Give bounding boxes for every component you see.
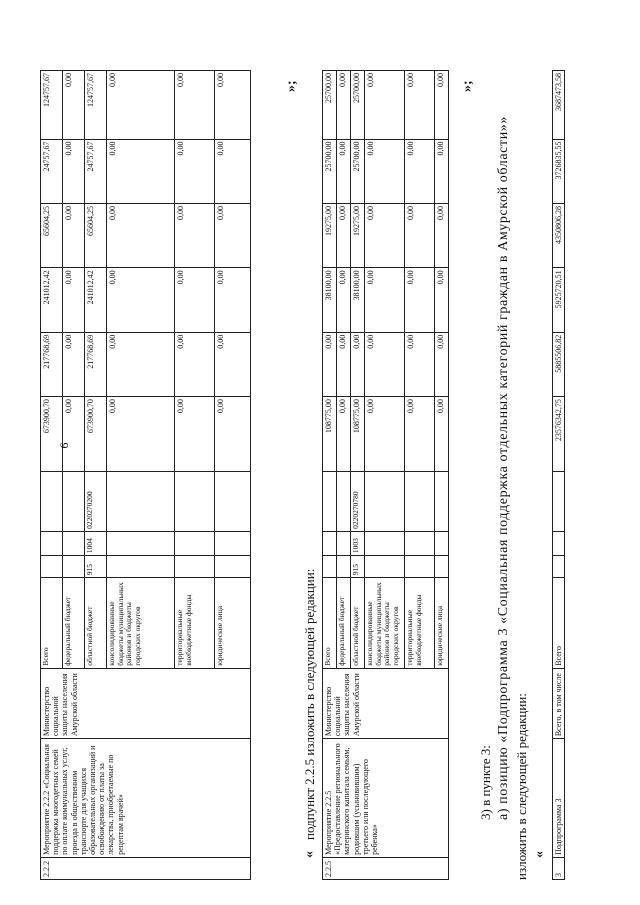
value-year-5: 0,00 bbox=[405, 71, 435, 140]
item-3a-text: а) позицию «Подпрограмма 3 «Социальная поддержка отдельных категорий граждан в Амурской области»» bbox=[496, 116, 511, 820]
value-year-2: 0,00 bbox=[405, 268, 435, 332]
row-number: 3 bbox=[553, 857, 565, 879]
value-year-1: 0,00 bbox=[405, 332, 435, 396]
value-year-1: 0,00 bbox=[63, 332, 85, 396]
budget-code-grbs bbox=[107, 556, 175, 578]
funding-source: федеральный бюджет bbox=[63, 578, 85, 669]
measure-name: Мероприятие 2.2.5 «Предоставление регионального материнского капитала семьям, родившим (усыновившим) третьего или последующего ребенка» bbox=[323, 739, 449, 858]
value-year-3: 0,00 bbox=[405, 203, 435, 267]
budget-code-rz bbox=[323, 531, 337, 555]
value-year-5: 124757,67 bbox=[85, 71, 107, 140]
value-year-5: 25700,00 bbox=[323, 71, 337, 140]
value-year-1: 0,00 bbox=[337, 332, 351, 396]
value-total: 108775,00 bbox=[351, 397, 365, 471]
budget-code-csr bbox=[175, 471, 215, 531]
value-year-4: 0,00 bbox=[215, 139, 251, 203]
budget-code-csr bbox=[215, 471, 251, 531]
value-total: 0,00 bbox=[435, 397, 449, 471]
value-year-4: 0,00 bbox=[435, 139, 449, 203]
open-quote-2: « bbox=[532, 851, 547, 858]
value-year-5: 0,00 bbox=[63, 71, 85, 140]
budget-code-csr bbox=[435, 471, 449, 531]
value-year-1: 0,00 bbox=[175, 332, 215, 396]
value-total: 23576342,75 bbox=[553, 397, 565, 471]
budget-code-csr bbox=[337, 471, 351, 531]
value-year-3: 65604,25 bbox=[41, 203, 63, 267]
funding-source: областной бюджет bbox=[85, 578, 107, 669]
value-year-2: 0,00 bbox=[365, 268, 405, 332]
value-year-1: 0,00 bbox=[215, 332, 251, 396]
budget-code-csr bbox=[63, 471, 85, 531]
value-year-3: 0,00 bbox=[435, 203, 449, 267]
item-3-heading: 3) в пункте 3: bbox=[478, 745, 493, 820]
value-total: 673900,70 bbox=[85, 397, 107, 471]
measure-name: Мероприятие 2.2.2 «Социальная поддержка многодетных семей по оплате коммунальных услуг, проезда в общественном транспорте для учащихся образовательных организаций и освобождению от платы за лекарства, приобретаемые по рецептам врачей» bbox=[41, 739, 251, 858]
value-year-1: 0,00 bbox=[323, 332, 337, 396]
row-number: 2.2.2 bbox=[41, 857, 251, 879]
value-year-3: 0,00 bbox=[365, 203, 405, 267]
funding-row bbox=[323, 71, 337, 880]
value-year-5: 0,00 bbox=[337, 71, 351, 140]
value-year-5: 124757,67 bbox=[41, 71, 63, 140]
budget-code-rz bbox=[337, 531, 351, 555]
value-total: 0,00 bbox=[215, 397, 251, 471]
funding-row bbox=[41, 71, 63, 880]
budget-code-rz bbox=[175, 531, 215, 555]
funding-source: Всего bbox=[41, 578, 63, 669]
close-quote-2: »; bbox=[460, 80, 475, 92]
budget-code-rz: 1003 bbox=[351, 531, 365, 555]
funding-source: территориальные внебюджетные фонды bbox=[175, 578, 215, 669]
value-year-1: 217768,69 bbox=[41, 332, 63, 396]
value-year-4: 24757,67 bbox=[41, 139, 63, 203]
funding-source: федеральный бюджет bbox=[337, 578, 351, 669]
budget-code-csr: 0220270780 bbox=[351, 471, 365, 531]
value-year-1: 0,00 bbox=[351, 332, 365, 396]
funding-source: областной бюджет bbox=[351, 578, 365, 669]
value-total: 108775,00 bbox=[323, 397, 337, 471]
value-year-3: 19275,00 bbox=[323, 203, 337, 267]
value-year-2: 38100,00 bbox=[351, 268, 365, 332]
value-year-3: 4350806,28 bbox=[553, 203, 565, 267]
value-year-4: 0,00 bbox=[365, 139, 405, 203]
funding-source: юридические лица bbox=[435, 578, 449, 669]
value-total: 0,00 bbox=[337, 397, 351, 471]
funding-source: Всего bbox=[323, 578, 337, 669]
close-quote-1: »; bbox=[284, 80, 299, 92]
value-year-2: 0,00 bbox=[107, 268, 175, 332]
budget-code-grbs bbox=[175, 556, 215, 578]
value-year-3: 65604,25 bbox=[85, 203, 107, 267]
item-3a-continuation: изложить в следующей редакции: bbox=[514, 693, 529, 880]
value-year-5: 0,00 bbox=[365, 71, 405, 140]
measure-2-2-2-table bbox=[40, 70, 251, 880]
budget-code-rz bbox=[107, 531, 175, 555]
value-year-2: 0,00 bbox=[435, 268, 449, 332]
budget-code-rz bbox=[41, 531, 63, 555]
value-year-1: 217768,69 bbox=[85, 332, 107, 396]
value-total: 0,00 bbox=[365, 397, 405, 471]
budget-code-grbs bbox=[323, 556, 337, 578]
value-year-3: 0,00 bbox=[107, 203, 175, 267]
value-total: 0,00 bbox=[63, 397, 85, 471]
budget-code-grbs bbox=[337, 556, 351, 578]
budget-code-csr: 0220270200 bbox=[85, 471, 107, 531]
value-year-5: 0,00 bbox=[175, 71, 215, 140]
budget-code-grbs bbox=[215, 556, 251, 578]
value-year-2: 0,00 bbox=[175, 268, 215, 332]
value-total: 673900,70 bbox=[41, 397, 63, 471]
intro-subpoint-2-2-5: подпункт 2.2.5 изложить в следующей редакции: bbox=[302, 568, 317, 840]
budget-code-grbs bbox=[435, 556, 449, 578]
budget-code-csr bbox=[41, 471, 63, 531]
value-year-5: 3687473,58 bbox=[553, 71, 565, 140]
value-year-5: 0,00 bbox=[435, 71, 449, 140]
value-total: 0,00 bbox=[107, 397, 175, 471]
funding-source: консолидированные бюджеты муниципальных районов и бюджеты городских округов bbox=[107, 578, 175, 669]
value-year-4: 0,00 bbox=[337, 139, 351, 203]
executor: Министерство социальной защиты населения Амурской области bbox=[41, 668, 251, 738]
row-number: 2.2.5 bbox=[323, 857, 449, 879]
value-year-2: 5925720,51 bbox=[553, 268, 565, 332]
funding-source: юридические лица bbox=[215, 578, 251, 669]
value-year-4: 0,00 bbox=[175, 139, 215, 203]
budget-code-rz bbox=[63, 531, 85, 555]
value-year-3: 0,00 bbox=[215, 203, 251, 267]
budget-code-rz bbox=[405, 531, 435, 555]
subprogram-3-table bbox=[552, 70, 565, 880]
value-year-5: 0,00 bbox=[107, 71, 175, 140]
budget-code-csr bbox=[405, 471, 435, 531]
value-year-4: 0,00 bbox=[63, 139, 85, 203]
value-total: 0,00 bbox=[175, 397, 215, 471]
budget-code-csr bbox=[365, 471, 405, 531]
budget-code-grbs bbox=[365, 556, 405, 578]
rotated-document-sheet bbox=[40, 60, 580, 880]
subprogram-name: Подпрограмма 3 bbox=[553, 739, 565, 858]
value-year-1: 5885506,82 bbox=[553, 332, 565, 396]
value-year-4: 25700,00 bbox=[351, 139, 365, 203]
value-year-2: 241012,42 bbox=[85, 268, 107, 332]
budget-code-grbs: 915 bbox=[85, 556, 107, 578]
executor: Министерство социальной защиты населения Амурской области bbox=[323, 668, 449, 738]
funding-source: Всего bbox=[553, 578, 565, 669]
value-year-2: 0,00 bbox=[215, 268, 251, 332]
value-year-1: 0,00 bbox=[435, 332, 449, 396]
value-year-2: 0,00 bbox=[337, 268, 351, 332]
value-year-4: 24757,67 bbox=[85, 139, 107, 203]
budget-code-rz bbox=[215, 531, 251, 555]
open-quote-1: « bbox=[302, 851, 317, 858]
value-year-5: 25700,00 bbox=[351, 71, 365, 140]
value-year-3: 0,00 bbox=[63, 203, 85, 267]
subprogram-3-row bbox=[553, 71, 565, 880]
measure-2-2-5-table bbox=[322, 70, 449, 880]
budget-code-rz: 1004 bbox=[85, 531, 107, 555]
budget-code-csr bbox=[323, 471, 337, 531]
value-year-4: 0,00 bbox=[107, 139, 175, 203]
budget-code-grbs bbox=[41, 556, 63, 578]
value-year-3: 0,00 bbox=[337, 203, 351, 267]
budget-code-grbs: 915 bbox=[351, 556, 365, 578]
budget-code-grbs bbox=[63, 556, 85, 578]
value-year-4: 25700,00 bbox=[323, 139, 337, 203]
value-year-2: 0,00 bbox=[63, 268, 85, 332]
value-year-2: 38100,00 bbox=[323, 268, 337, 332]
value-year-1: 0,00 bbox=[365, 332, 405, 396]
value-year-4: 3726835,55 bbox=[553, 139, 565, 203]
value-year-3: 0,00 bbox=[175, 203, 215, 267]
funding-source: консолидированные бюджеты муниципальных районов и бюджеты городских округов bbox=[365, 578, 405, 669]
funding-source: территориальные внебюджетные фонды bbox=[405, 578, 435, 669]
value-total: 0,00 bbox=[405, 397, 435, 471]
page-number: 9 bbox=[57, 442, 72, 449]
value-year-5: 0,00 bbox=[215, 71, 251, 140]
budget-code-grbs bbox=[405, 556, 435, 578]
value-year-4: 0,00 bbox=[405, 139, 435, 203]
value-year-1: 0,00 bbox=[107, 332, 175, 396]
value-year-2: 241012,42 bbox=[41, 268, 63, 332]
budget-code-rz bbox=[435, 531, 449, 555]
executor: Всего, в том числе bbox=[553, 668, 565, 738]
value-year-3: 19275,00 bbox=[351, 203, 365, 267]
budget-code-rz bbox=[365, 531, 405, 555]
budget-code-csr bbox=[107, 471, 175, 531]
